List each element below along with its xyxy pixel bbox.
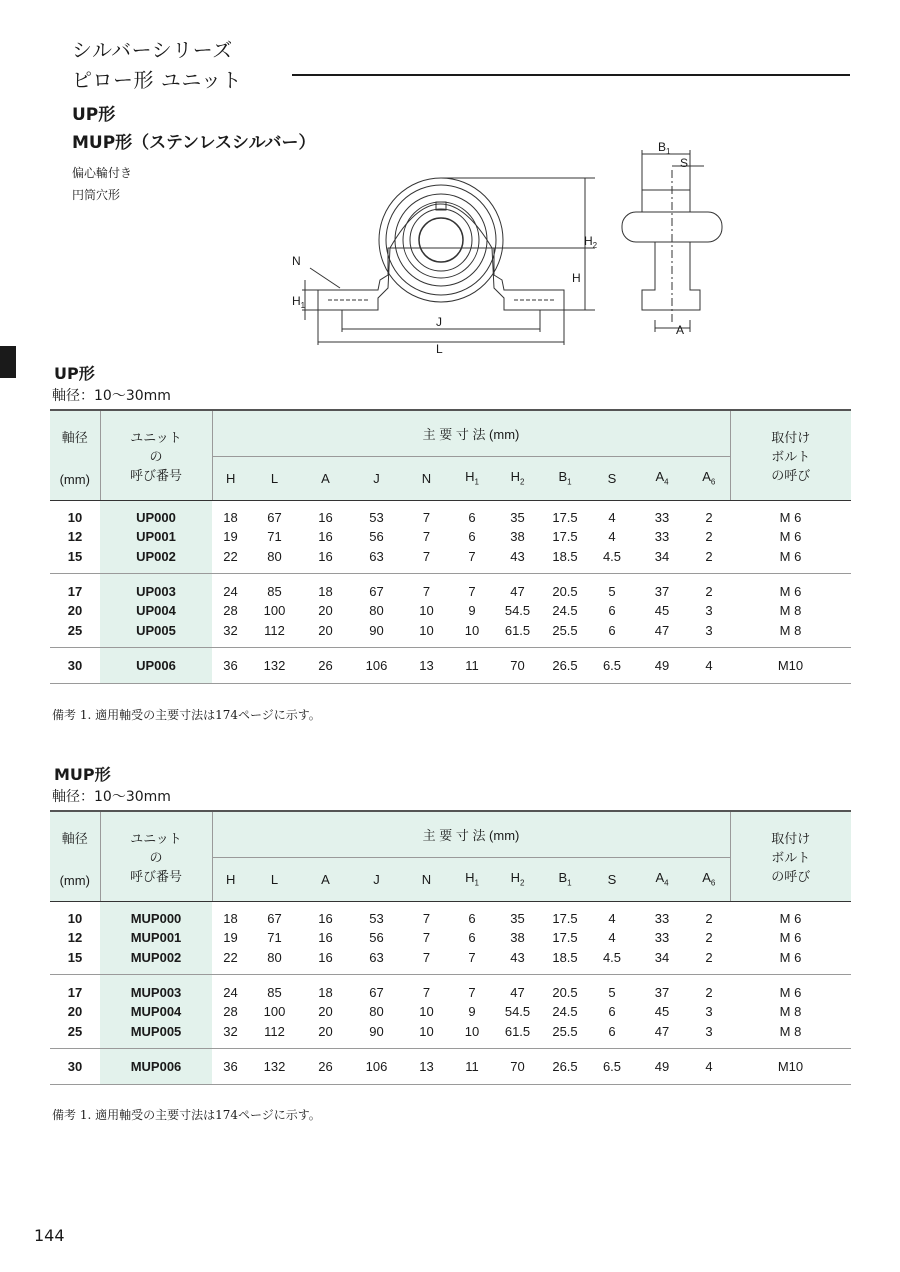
bolt-size-cell: M 8 [779, 1023, 802, 1039]
dim-a-cell: 16 [318, 529, 333, 545]
group-spacer [50, 648, 851, 656]
dim-n-cell: 7 [422, 548, 431, 564]
dim-a-cell: 20 [318, 603, 333, 619]
dim-a6-cell: 2 [705, 930, 713, 946]
col-l: L [249, 456, 300, 500]
dim-b1-cell: 17.5 [552, 510, 578, 526]
table-row [50, 527, 851, 546]
bolt-size-cell: M10 [777, 1058, 804, 1074]
feature-eccentric-collar: 偏心輪付き [72, 166, 133, 180]
dim-n-cell: 7 [422, 985, 431, 1001]
unit-number-header: ユニット の 呼び番号 [100, 410, 212, 500]
dim-l-cell: 71 [267, 930, 282, 946]
dim-s-cell: 6.5 [602, 1058, 622, 1074]
dim-a-cell: 16 [318, 510, 333, 526]
dim-b1-cell: 18.5 [552, 548, 578, 564]
dim-b1-cell: 24.5 [552, 603, 578, 619]
col-s: S [588, 857, 636, 901]
dim-j-cell: 63 [369, 949, 384, 965]
dim-l-cell: 71 [267, 529, 282, 545]
col-h2: $H_2$ [493, 456, 542, 500]
group-spacer [50, 675, 851, 683]
table-row [50, 909, 851, 928]
mup-section-subtitle: 軸径：10〜30mm [52, 789, 171, 805]
group-spacer [50, 967, 851, 975]
mup-note: 備考 1. 適用軸受の主要寸法は174ページに示す。 [52, 1108, 321, 1122]
up-table-body [50, 500, 851, 683]
dim-s-cell: 6 [608, 1004, 616, 1020]
dim-n-leader [310, 268, 340, 288]
page-number: 144 [34, 1226, 65, 1245]
housing-outer-ring [379, 178, 503, 302]
dim-h1-cell: 9 [468, 603, 476, 619]
dim-h-cell: 28 [223, 603, 238, 619]
dim-a4-cell: 33 [654, 510, 670, 526]
bearing-outer-ring [395, 194, 487, 286]
pillow-block-drawing [280, 130, 760, 355]
dim-a6-cell: 2 [705, 584, 713, 600]
table-row [50, 582, 851, 601]
unit-number-cell: MUP000 [100, 909, 212, 928]
label-j: J [436, 315, 442, 329]
dim-h1-cell: 6 [468, 510, 476, 526]
dim-a6-cell: 2 [705, 949, 713, 965]
unit-number-cell: MUP006 [100, 1057, 212, 1076]
dim-a6-cell: 2 [705, 985, 713, 1001]
dim-h1-cell: 7 [468, 584, 476, 600]
mup-dimension-table [50, 810, 851, 1085]
unit-number-cell: MUP001 [100, 928, 212, 947]
unit-number-cell: UP002 [100, 547, 212, 566]
bolt-size-cell: M 6 [779, 548, 802, 564]
col-a4: $A_4$ [636, 857, 688, 901]
dim-a6-cell: 2 [705, 548, 713, 564]
dim-j-cell: 67 [369, 985, 384, 1001]
dim-h2-cell: 43 [510, 548, 525, 564]
dim-a-cell: 16 [318, 949, 333, 965]
dim-a6-cell: 3 [705, 1004, 713, 1020]
col-l: L [249, 857, 300, 901]
collar-side [642, 190, 690, 212]
dim-s-cell: 6 [608, 603, 616, 619]
dim-a4-cell: 33 [654, 930, 670, 946]
dim-s-cell: 5 [608, 584, 616, 600]
dim-h-cell: 32 [223, 1023, 238, 1039]
dim-n-cell: 7 [422, 911, 431, 927]
dim-a4-cell: 49 [654, 1058, 670, 1074]
dim-h1-cell: 7 [468, 548, 476, 564]
dim-h2-cell: 35 [510, 510, 525, 526]
up-section-subtitle: 軸径：10〜30mm [52, 388, 171, 404]
dim-l-cell: 112 [264, 622, 285, 638]
dim-j-cell: 80 [369, 603, 384, 619]
shaft-bore [419, 218, 463, 262]
unit-number-cell: UP005 [100, 620, 212, 639]
dim-h2-cell: 43 [510, 949, 525, 965]
dim-n-cell: 10 [419, 1004, 434, 1020]
col-n: N [402, 456, 451, 500]
bolt-size-cell: M 8 [779, 603, 802, 619]
dim-a-cell: 16 [318, 548, 333, 564]
label-h2: $H_2$ [584, 234, 598, 250]
dim-h2-cell: 54.5 [504, 1004, 531, 1020]
label-b1: $B_1$ [658, 140, 671, 156]
dim-j-cell: 53 [369, 510, 384, 526]
dim-j-cell: 80 [369, 1004, 384, 1020]
table-row [50, 620, 851, 639]
table-row [50, 1021, 851, 1040]
group-spacer [50, 574, 851, 582]
dim-h2-cell: 61.5 [504, 1023, 531, 1039]
dim-l-cell: 100 [263, 603, 286, 619]
col-a6: $A_6$ [688, 857, 730, 901]
dim-a-cell: 20 [318, 1004, 333, 1020]
up-section-title: UP形 [54, 364, 95, 383]
unit-number-cell: UP000 [100, 508, 212, 527]
col-j: J [351, 857, 402, 901]
main-dimensions-header: 主 要 寸 法 (mm) [212, 410, 730, 456]
dim-h1-cell: 7 [468, 949, 476, 965]
dim-h1-cell: 7 [468, 985, 476, 1001]
group-spacer [50, 500, 851, 508]
table-row [50, 983, 851, 1002]
dim-s-cell: 5 [608, 985, 616, 1001]
col-a: A [300, 456, 351, 500]
dim-a-cell: 18 [318, 584, 333, 600]
col-h2: $H_2$ [493, 857, 542, 901]
dim-h1-cell: 6 [468, 911, 476, 927]
dim-h-cell: 22 [223, 548, 238, 564]
label-h1: $H_1$ [292, 294, 306, 310]
table-row [50, 1002, 851, 1021]
dim-n-cell: 13 [419, 657, 434, 673]
dim-a4-cell: 33 [654, 911, 670, 927]
table-row [50, 601, 851, 620]
unit-number-header: ユニット の 呼び番号 [100, 811, 212, 901]
shaft-diameter-cell: 10 [67, 510, 83, 526]
unit-number-cell: MUP002 [100, 948, 212, 967]
shaft-diameter-cell: 15 [67, 949, 83, 965]
dim-s-cell: 4 [608, 510, 616, 526]
dim-a4-cell: 45 [654, 603, 670, 619]
series-title: シルバーシリーズ [72, 38, 233, 62]
dim-a6-cell: 3 [705, 1023, 713, 1039]
dim-h-cell: 28 [223, 1004, 238, 1020]
dim-h1-cell: 6 [468, 930, 476, 946]
dim-b1-cell: 18.5 [552, 949, 578, 965]
unit-number-cell: UP001 [100, 527, 212, 546]
dim-s-cell: 4 [608, 930, 616, 946]
dim-n-cell: 10 [419, 622, 434, 638]
table-row [50, 547, 851, 566]
group-spacer [50, 566, 851, 574]
dim-a-cell: 16 [318, 911, 333, 927]
dim-s-cell: 6 [608, 1023, 616, 1039]
shaft-diameter-cell: 30 [67, 657, 83, 673]
dim-a-cell: 20 [318, 1023, 333, 1039]
dim-h-cell: 36 [223, 657, 238, 673]
dim-h-cell: 19 [223, 930, 238, 946]
shaft-header: 軸径 (mm) [50, 410, 100, 500]
header-row-1 [50, 410, 851, 456]
unit-number-cell: MUP003 [100, 983, 212, 1002]
dim-j-cell: 56 [369, 930, 384, 946]
bolt-size-cell: M 8 [779, 622, 802, 638]
type-mup-heading: MUP形（ステンレスシルバー） [72, 133, 316, 153]
shaft-diameter-cell: 17 [67, 985, 83, 1001]
dim-a4-cell: 34 [654, 949, 670, 965]
dim-h1-cell: 10 [464, 1023, 480, 1039]
col-a4: $A_4$ [636, 456, 688, 500]
dim-a-cell: 16 [318, 930, 333, 946]
dim-l-cell: 85 [267, 985, 282, 1001]
dim-a4-cell: 34 [654, 548, 670, 564]
dim-a6-cell: 4 [705, 657, 713, 673]
dim-n-cell: 7 [422, 930, 431, 946]
dim-b1-cell: 24.5 [552, 1004, 578, 1020]
side-tab-marker [0, 346, 16, 378]
col-b1: $B_1$ [542, 456, 588, 500]
dim-h2-cell: 38 [510, 930, 525, 946]
unit-number-cell: MUP004 [100, 1002, 212, 1021]
bolt-header: 取付け ボルト の呼び [730, 410, 851, 500]
unit-number-cell: UP006 [100, 656, 212, 675]
bolt-size-cell: M 6 [779, 911, 802, 927]
dim-a4-cell: 47 [654, 1023, 670, 1039]
shaft-header: 軸径 (mm) [50, 811, 100, 901]
dim-l-cell: 85 [267, 584, 282, 600]
housing-side [642, 242, 700, 310]
dim-l-cell: 132 [263, 657, 286, 673]
dim-s-cell: 4.5 [602, 949, 622, 965]
dim-j-cell: 67 [369, 584, 384, 600]
dim-a4-cell: 45 [654, 1004, 670, 1020]
dim-j-cell: 63 [369, 548, 384, 564]
dim-a4-cell: 37 [654, 584, 670, 600]
shaft-diameter-cell: 10 [67, 911, 83, 927]
dim-a6-cell: 3 [705, 622, 713, 638]
dim-n-cell: 7 [422, 510, 431, 526]
shaft-diameter-cell: 12 [67, 529, 83, 545]
group-spacer [50, 640, 851, 648]
dim-a4-cell: 49 [654, 657, 670, 673]
dim-j-cell: 90 [369, 1023, 384, 1039]
dim-n-cell: 10 [419, 1023, 434, 1039]
dim-h-cell: 19 [223, 529, 238, 545]
group-spacer [50, 975, 851, 983]
dim-n-cell: 10 [419, 603, 434, 619]
col-a6: $A_6$ [688, 456, 730, 500]
dim-n-cell: 13 [419, 1058, 434, 1074]
dim-h2-cell: 70 [510, 657, 525, 673]
dim-h1-cell: 10 [464, 622, 480, 638]
col-h1: $H_1$ [451, 857, 493, 901]
header-row-1 [50, 811, 851, 857]
type-up-heading: UP形 [72, 105, 116, 125]
dim-s-cell: 4 [608, 911, 616, 927]
dim-n-cell: 7 [422, 529, 431, 545]
dim-j-cell: 90 [369, 622, 384, 638]
dim-h-cell: 18 [223, 911, 238, 927]
col-h: H [212, 456, 249, 500]
shaft-diameter-cell: 25 [67, 622, 83, 638]
dim-a6-cell: 3 [705, 603, 713, 619]
col-b1: $B_1$ [542, 857, 588, 901]
shaft-diameter-cell: 30 [67, 1058, 83, 1074]
dim-h2-cell: 70 [510, 1058, 525, 1074]
dim-h2-cell: 35 [510, 911, 525, 927]
dim-s-cell: 6 [608, 622, 616, 638]
col-h1: $H_1$ [451, 456, 493, 500]
dim-h-cell: 24 [223, 584, 238, 600]
unit-number-cell: MUP005 [100, 1021, 212, 1040]
dim-a6-cell: 4 [705, 1058, 713, 1074]
col-a: A [300, 857, 351, 901]
dim-h-cell: 24 [223, 985, 238, 1001]
dim-a4-cell: 47 [654, 622, 670, 638]
dim-a-cell: 26 [318, 1058, 333, 1074]
dim-s-cell: 4.5 [602, 548, 622, 564]
dim-h2-cell: 54.5 [504, 603, 531, 619]
dim-b1-cell: 26.5 [552, 657, 578, 673]
dim-s-cell: 4 [608, 529, 616, 545]
dim-l-cell: 80 [267, 949, 282, 965]
product-title: ピロー形 ユニット [72, 68, 243, 92]
group-spacer [50, 1049, 851, 1057]
col-h: H [212, 857, 249, 901]
unit-number-cell: UP003 [100, 582, 212, 601]
bolt-size-cell: M 8 [779, 1004, 802, 1020]
dim-a6-cell: 2 [705, 911, 713, 927]
dim-s-cell: 6.5 [602, 657, 622, 673]
group-spacer [50, 1076, 851, 1084]
col-s: S [588, 456, 636, 500]
shaft-diameter-cell: 17 [67, 584, 83, 600]
shaft-diameter-cell: 25 [67, 1023, 83, 1039]
housing-outline [318, 204, 564, 310]
dim-b1-cell: 17.5 [552, 529, 578, 545]
group-spacer [50, 901, 851, 909]
dim-j-cell: 106 [365, 657, 388, 673]
dim-a6-cell: 2 [705, 529, 713, 545]
dim-h-cell: 36 [223, 1058, 238, 1074]
dim-a-cell: 18 [318, 985, 333, 1001]
group-spacer [50, 1041, 851, 1049]
dim-b1-cell: 25.5 [552, 622, 578, 638]
dim-a4-cell: 33 [654, 529, 670, 545]
dim-n-cell: 7 [422, 584, 431, 600]
dim-l-cell: 67 [267, 911, 282, 927]
bolt-size-cell: M 6 [779, 510, 802, 526]
bolt-size-cell: M 6 [779, 930, 802, 946]
dim-h1-cell: 11 [465, 1058, 479, 1074]
shaft-diameter-cell: 15 [67, 548, 83, 564]
dim-h2-cell: 47 [510, 985, 525, 1001]
bolt-size-cell: M 6 [779, 985, 802, 1001]
dim-h2-cell: 61.5 [504, 622, 531, 638]
dim-h-cell: 32 [223, 622, 238, 638]
dim-a4-cell: 37 [654, 985, 670, 1001]
dim-n-cell: 7 [422, 949, 431, 965]
bearing-inner-ring [403, 202, 479, 278]
dim-b1-cell: 20.5 [552, 584, 578, 600]
table-row [50, 948, 851, 967]
dim-j-cell: 106 [365, 1058, 388, 1074]
title-rule [292, 74, 850, 76]
dim-l-cell: 112 [264, 1023, 285, 1039]
dim-h1-cell: 11 [465, 657, 479, 673]
dim-j-cell: 56 [369, 529, 384, 545]
table-row [50, 656, 851, 675]
dim-b1-cell: 25.5 [552, 1023, 578, 1039]
unit-number-cell: UP004 [100, 601, 212, 620]
dim-b1-cell: 17.5 [552, 930, 578, 946]
dim-h2-cell: 47 [510, 584, 525, 600]
table-row [50, 1057, 851, 1076]
dim-b1-cell: 17.5 [552, 911, 578, 927]
dim-a-cell: 26 [318, 657, 333, 673]
dim-j-cell: 53 [369, 911, 384, 927]
dim-h1-cell: 6 [468, 529, 476, 545]
bolt-size-cell: M 6 [779, 584, 802, 600]
col-j: J [351, 456, 402, 500]
col-n: N [402, 857, 451, 901]
dim-h1-line [302, 280, 318, 320]
label-a: A [676, 323, 685, 337]
dim-h1-cell: 9 [468, 1004, 476, 1020]
feature-cylindrical-bore: 円筒穴形 [72, 188, 121, 202]
bolt-header: 取付け ボルト の呼び [730, 811, 851, 901]
up-dimension-table [50, 409, 851, 684]
bolt-size-cell: M10 [777, 657, 804, 673]
mup-table-body [50, 901, 851, 1084]
shaft-diameter-cell: 20 [67, 1004, 83, 1020]
bolt-size-cell: M 6 [779, 949, 802, 965]
dim-b1-cell: 20.5 [552, 985, 578, 1001]
dim-l-cell: 67 [267, 510, 282, 526]
dim-l-cell: 132 [263, 1058, 286, 1074]
dim-h-cell: 18 [223, 510, 238, 526]
dim-b1-cell: 26.5 [552, 1058, 578, 1074]
label-h: H [572, 271, 581, 285]
dim-a6-cell: 2 [705, 510, 713, 526]
table-row [50, 508, 851, 527]
dim-a-cell: 20 [318, 622, 333, 638]
table-row [50, 928, 851, 947]
shaft-diameter-cell: 20 [67, 603, 83, 619]
dim-l-cell: 100 [263, 1004, 286, 1020]
label-l: L [436, 342, 443, 355]
main-dimensions-header: 主 要 寸 法 (mm) [212, 811, 730, 857]
bolt-size-cell: M 6 [779, 529, 802, 545]
dim-h-cell: 22 [223, 949, 238, 965]
dim-l-cell: 80 [267, 548, 282, 564]
shaft-diameter-cell: 12 [67, 930, 83, 946]
label-s: S [680, 156, 689, 170]
label-n: N [292, 254, 301, 268]
dim-h2-cell: 38 [510, 529, 525, 545]
mup-section-title: MUP形 [54, 765, 111, 784]
up-note: 備考 1. 適用軸受の主要寸法は174ページに示す。 [52, 708, 321, 722]
